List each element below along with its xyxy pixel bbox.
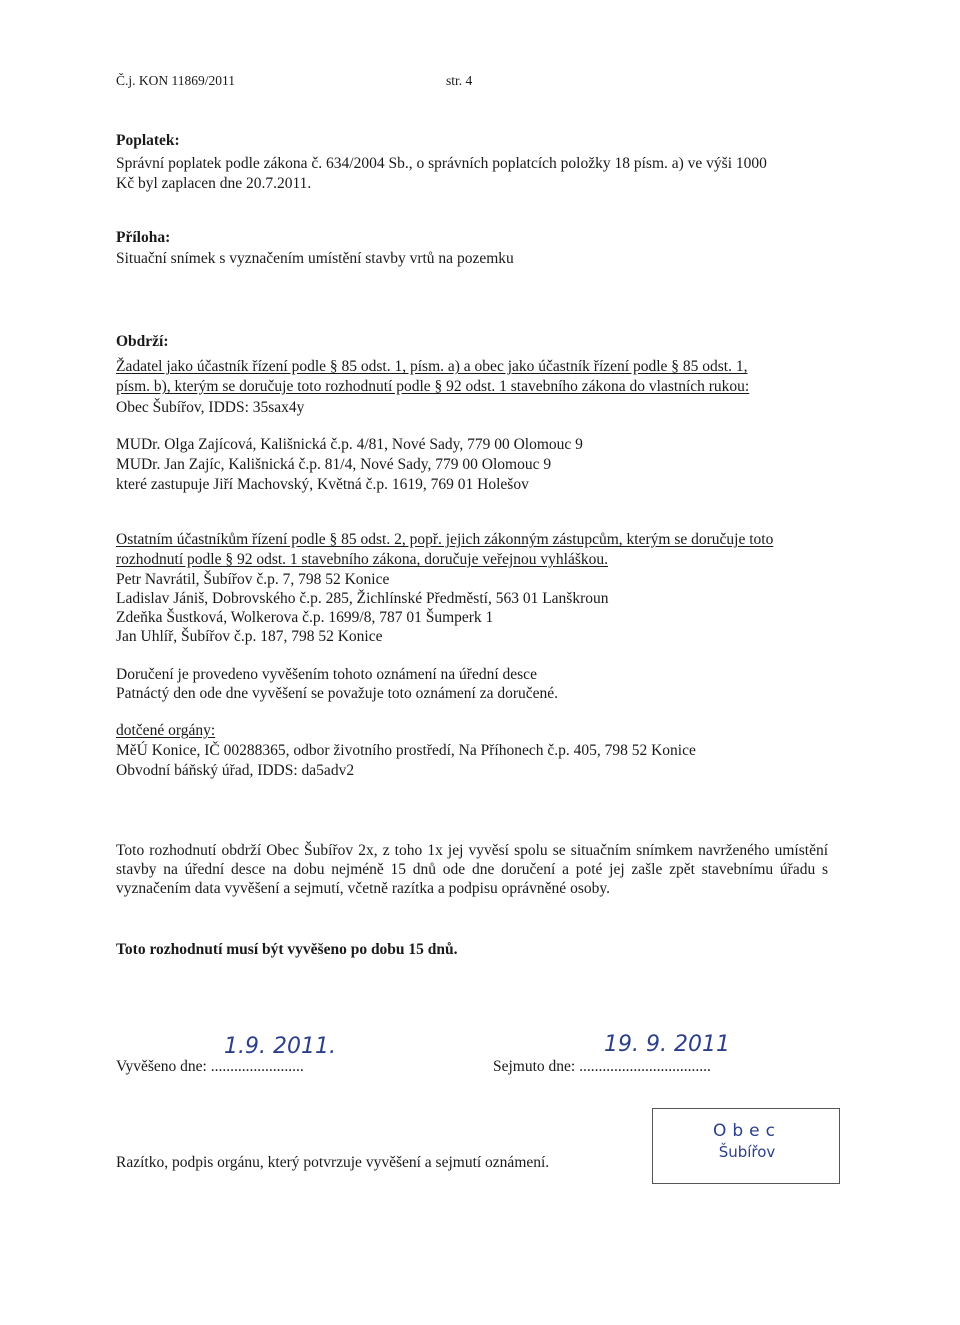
authorities-heading: dotčené orgány: [116,722,216,739]
recipient-person: MUDr. Jan Zajíc, Kališnická č.p. 81/4, Nové Sady, 779 00 Olomouc 9 [116,456,552,473]
removed-dots: .................................. [579,1058,711,1075]
closing-paragraph: Toto rozhodnutí obdrží Obec Šubířov 2x, z toho 1x jej vyvěsí spolu se situačním snímkem navrženého umístění stavby na úřední desce na dobu nejméně 15 dnů ode dne doručení a poté jej zašle zpět stavebnímu úřadu s vyznačením data vyvěšení a sejmutí, včetně razítka a podpisu oprávněné osoby. [116,842,828,897]
other-participant: Jan Uhlíř, Šubířov č.p. 187, 798 52 Konice [116,628,383,645]
posted-date-handwritten: 1.9. 2011. [224,1034,336,1059]
recipient-person: které zastupuje Jiří Machovský, Květná č.p. 1619, 769 01 Holešov [116,476,529,493]
posted-label-text: Vyvěšeno dne: [116,1058,207,1075]
official-stamp [652,1108,840,1184]
stamp-caption: Razítko, podpis orgánu, který potvrzuje vyvěšení a sejmutí oznámení. [116,1154,550,1171]
bold-notice: Toto rozhodnutí musí být vyvěšeno po dobu 15 dnů. [116,941,458,958]
authority-line: MěÚ Konice, IČ 00288365, odbor životního prostředí, Na Příhonech č.p. 405, 798 52 Konice [116,742,696,759]
attachment-heading: Příloha: [116,229,171,246]
removed-label-text: Sejmuto dne: [493,1058,576,1075]
document-reference: Č.j. KON 11869/2011 [116,73,236,88]
other-participant: Ladislav Jániš, Dobrovského č.p. 285, Žichlínské Předměstí, 563 01 Lanškroun [116,590,609,607]
other-participant: Zdeňka Šustková, Wolkerova č.p. 1699/8, 787 01 Šumperk 1 [116,609,494,626]
others-intro-line: rozhodnutí podle § 92 odst. 1 stavebního zákona, doručuje veřejnou vyhláškou. [116,551,609,568]
recipient-obec: Obec Šubířov, IDDS: 35sax4y [116,399,305,416]
recipients-intro-line: Žadatel jako účastník řízení podle § 85 odst. 1, písm. a) a obec jako účastník řízení podle § 85 odst. 1, [116,358,748,375]
others-intro-line: Ostatním účastníkům řízení podle § 85 odst. 2, popř. jejich zákonným zástupcům, kterým se doručuje toto [116,531,774,548]
fee-line: Kč byl zaplacen dne 20.7.2011. [116,175,312,192]
recipients-intro-line: písm. b), kterým se doručuje toto rozhodnutí podle § 92 odst. 1 stavebního zákona do vlastních rukou: [116,378,750,395]
stamp-line-1: Obec [713,1121,781,1141]
removed-date-label [493,1057,711,1076]
authority-line: Obvodní báňský úřad, IDDS: da5adv2 [116,762,355,779]
delivery-line: Patnáctý den ode dne vyvěšení se považuje toto oznámení za doručené. [116,685,559,702]
fee-line: Správní poplatek podle zákona č. 634/2004 Sb., o správních poplatcích položky 18 písm. a) ve výši 1000 [116,155,767,172]
posted-date-label [116,1057,304,1076]
page-number: str. 4 [446,73,473,88]
stamp-text [693,1121,801,1161]
delivery-line: Doručení je provedeno vyvěšením tohoto oznámení na úřední desce [116,666,537,683]
attachment-text: Situační snímek s vyznačením umístění stavby vrtů na pozemku [116,250,514,267]
removed-date-handwritten: 19. 9. 2011 [604,1032,730,1057]
stamp-line-2: Šubířov [718,1143,776,1161]
posted-dots: ........................ [210,1058,304,1075]
recipient-person: MUDr. Olga Zajícová, Kališnická č.p. 4/81, Nové Sady, 779 00 Olomouc 9 [116,436,583,453]
other-participant: Petr Navrátil, Šubířov č.p. 7, 798 52 Konice [116,571,390,588]
recipients-heading: Obdrží: [116,333,169,350]
fee-heading: Poplatek: [116,132,180,149]
